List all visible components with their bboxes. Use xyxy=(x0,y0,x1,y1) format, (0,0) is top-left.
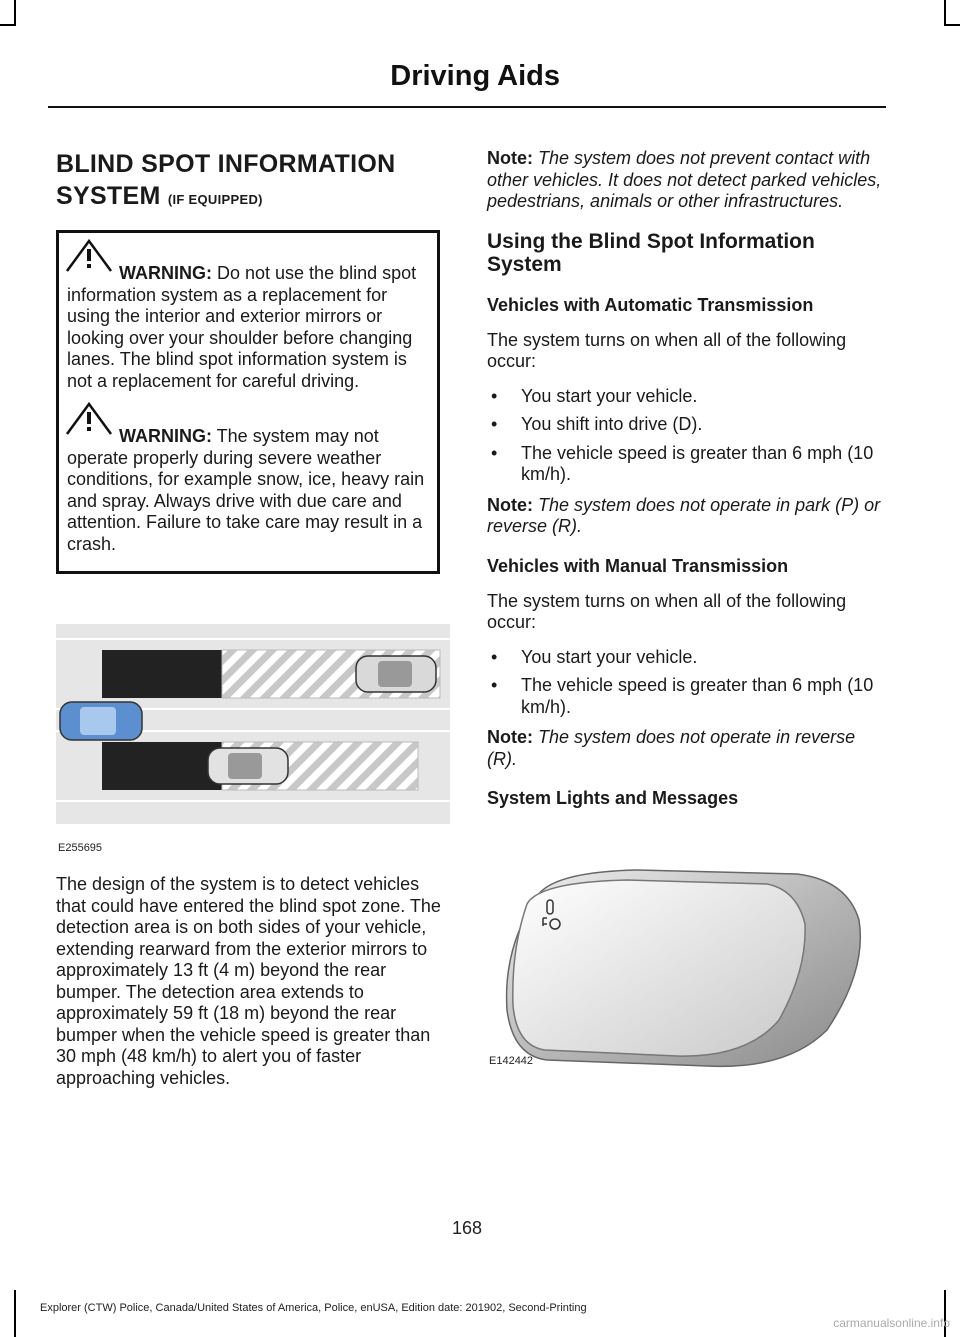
lights-title: System Lights and Messages xyxy=(487,788,739,808)
car-icon xyxy=(60,702,142,740)
using-title: Using the Blind Spot Information System xyxy=(487,229,815,276)
note-text: The system does not operate in park (P) or reverse (R). xyxy=(487,494,881,536)
automatic-intro: The system turns on when all of the following occur: xyxy=(487,329,847,371)
manual-list xyxy=(487,647,887,719)
crop-mark xyxy=(14,1290,16,1337)
section-title-line2: SYSTEM xyxy=(56,182,161,210)
section-title xyxy=(56,148,446,216)
automatic-list xyxy=(487,386,887,486)
note-text: The system does not operate in reverse (R). xyxy=(487,727,856,769)
note-label: Note: xyxy=(487,494,533,515)
left-body xyxy=(56,874,448,1102)
warning-label: WARNING: xyxy=(119,426,212,446)
blind-spot-zones-figure xyxy=(56,624,450,854)
automatic-title: Vehicles with Automatic Transmission xyxy=(487,294,814,315)
body-paragraph: The design of the system is to detect vehicles that could have entered the blind spot zone. The detection area is on both sides of your vehicle, extending rearward from the exterior mirrors to approximately 13 ft (4 m) beyond the rear bumper. The detection area extends to approximately 59 ft (18 m) beyond the rear bumper when the vehicle speed is greater than 30 mph (48 km/h) to alert you of faster approaching vehicles. xyxy=(56,874,441,1088)
section-title-line1: BLIND SPOT INFORMATION xyxy=(56,150,396,178)
figure-code: E255695 xyxy=(58,842,103,854)
note-label: Note: xyxy=(487,727,533,747)
warning-2 xyxy=(67,412,431,555)
crop-mark xyxy=(944,0,946,26)
page-header-title: Driving Aids xyxy=(390,60,560,92)
section-title-suffix: (IF EQUIPPED) xyxy=(167,192,263,207)
header-rule xyxy=(48,106,886,108)
note-label: Note: xyxy=(487,148,533,168)
blind-spot-diagram xyxy=(56,624,450,824)
car-icon xyxy=(356,656,436,692)
manual-title: Vehicles with Manual Transmission xyxy=(487,555,789,576)
warning-box xyxy=(56,230,440,574)
right-column xyxy=(487,148,887,823)
list-item: • The vehicle speed is greater than 6 mph (10 km/h). xyxy=(491,675,874,717)
crop-mark xyxy=(0,24,16,26)
note-paragraph xyxy=(487,148,887,213)
manual-intro: The system turns on when all of the following occur: xyxy=(487,590,847,632)
note-text: The system does not prevent contact with other vehicles. It does not detect parked vehicles, pedestrians, animals or other infrastructures. xyxy=(487,148,882,211)
warning-text: Do not use the blind spot information system as a replacement for using the interior and exterior mirrors or looking over your shoulder before changing lanes. The blind spot information system is not a replacement for careful driving. xyxy=(67,263,417,391)
automatic-note xyxy=(487,495,887,538)
footer-text: Explorer (CTW) Police, Canada/United States of America, Police, enUSA, Edition date: 201902, Second-Printing xyxy=(40,1302,587,1314)
warning-text: The system may not operate properly during severe weather conditions, for example snow, ice, heavy rain and spray. Always drive with due care and attention. Failure to take care may result in a crash. xyxy=(67,426,425,554)
list-item: • You shift into drive (D). xyxy=(491,414,703,434)
watermark: carmanualsonline.info xyxy=(833,1316,950,1330)
side-mirror-illustration xyxy=(487,860,867,1070)
side-mirror-figure xyxy=(487,860,867,1070)
car-icon xyxy=(208,748,288,784)
page-number: 168 xyxy=(451,1218,483,1238)
figure-code: E142442 xyxy=(489,1055,534,1067)
warning-label: WARNING: xyxy=(119,263,212,283)
manual-note xyxy=(487,727,887,770)
crop-mark xyxy=(944,24,960,26)
list-item: • You start your vehicle. xyxy=(491,646,698,667)
warning-triangle-icon xyxy=(67,412,119,444)
list-item: • You start your vehicle. xyxy=(491,385,698,406)
crop-mark xyxy=(14,0,16,26)
list-item: • The vehicle speed is greater than 6 mph (10 km/h). xyxy=(491,442,874,484)
warning-1 xyxy=(67,249,431,392)
warning-triangle-icon xyxy=(67,249,119,281)
left-column xyxy=(56,148,446,216)
